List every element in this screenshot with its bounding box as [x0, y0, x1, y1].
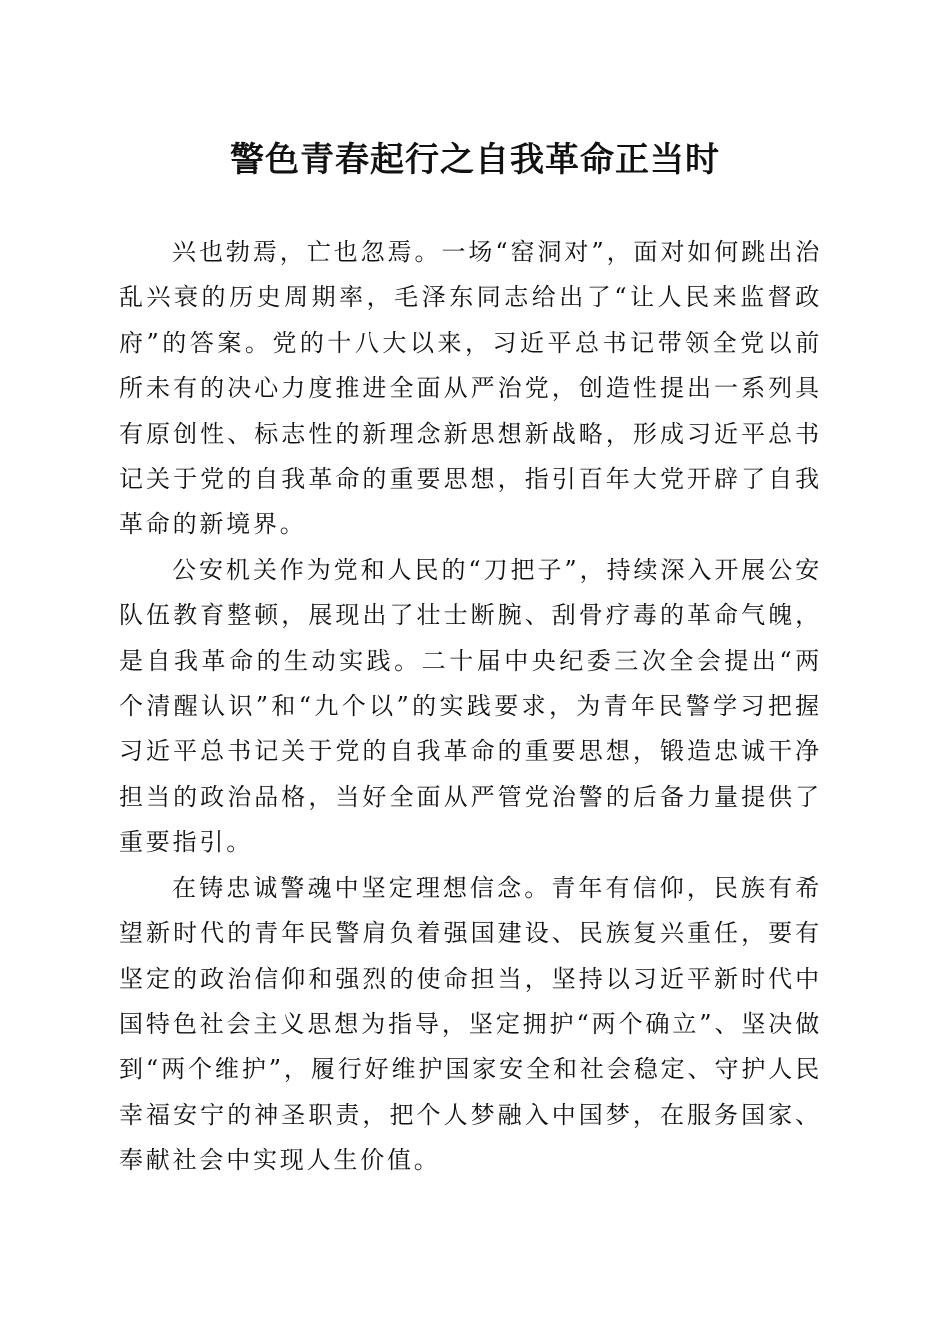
document-body: [119, 230, 822, 1184]
paragraph-2: 公安机关作为党和人民的“刀把子”，持续深入开展公安队伍教育整顿，展现出了壮士断腕、刮骨疗毒的革命气魄，是自我革命的生动实践。二十届中央纪委三次全会提出“两个清醒认识”和“九个以”的实践要求，为青年民警学习把握习近平总书记关于党的自我革命的重要思想，锻造忠诚干净担当的政治品格，当好全面从严管党治警的后备力量提供了重要指引。: [119, 555, 822, 857]
paragraph-3: 在铸忠诚警魂中坚定理想信念。青年有信仰，民族有希望新时代的青年民警肩负着强国建设、民族复兴重任，要有坚定的政治信仰和强烈的使命担当，坚持以习近平新时代中国特色社会主义思想为指导，坚定拥护“两个确立”、坚决做到“两个维护”，履行好维护国家安全和社会稳定、守护人民幸福安宁的神圣职责，把个人梦融入中国梦，在服务国家、奉献社会中实现人生价值。: [119, 873, 822, 1175]
paragraph-1: 兴也勃焉，亡也忽焉。一场“窑洞对”，面对如何跳出治乱兴衰的历史周期率，毛泽东同志给出了“让人民来监督政府”的答案。党的十八大以来，习近平总书记带领全党以前所未有的决心力度推进全面从严治党，创造性提出一系列具有原创性、标志性的新理念新思想新战略，形成习近平总书记关于党的自我革命的重要思想，指引百年大党开辟了自我革命的新境界。: [119, 238, 822, 539]
document-title: 警色青春起行之自我革命正当时: [230, 140, 720, 180]
